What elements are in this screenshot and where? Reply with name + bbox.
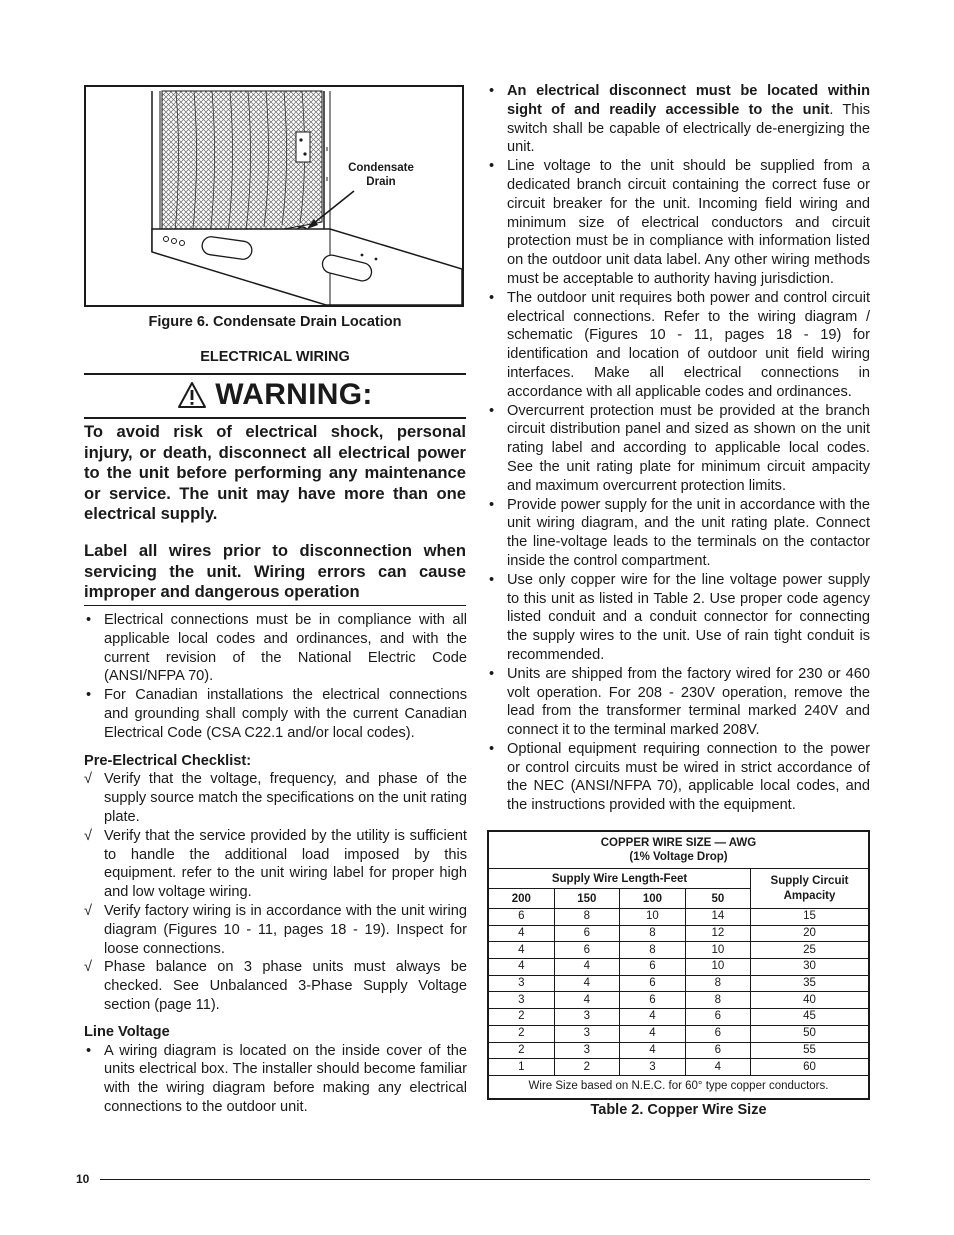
- table-title-line1: COPPER WIRE SIZE — AWG: [600, 837, 757, 849]
- warning-top-rule: [84, 373, 466, 375]
- table-cell: 6: [620, 959, 686, 976]
- table-cell: 2: [488, 1042, 554, 1059]
- check-mark-icon: √: [84, 827, 93, 844]
- warning-triangle-icon: [177, 381, 207, 409]
- table-cell: 3: [554, 1042, 620, 1059]
- length-header-150: 150: [554, 889, 620, 909]
- disconnect-requirement-bold: An electrical disconnect must be located within sight of and readily accessible to the unit: [507, 83, 870, 118]
- copper-wire-size-table: [487, 830, 870, 1100]
- table-cell: 10: [620, 909, 686, 926]
- table-row: [488, 1059, 869, 1076]
- table-title-row: [488, 831, 869, 869]
- line-voltage-list: [84, 1042, 467, 1117]
- ampacity-header-line2: Ampacity: [783, 889, 836, 902]
- table-cell: 10: [685, 942, 750, 959]
- table-row: [488, 1042, 869, 1059]
- table-row: [488, 1025, 869, 1042]
- checklist-item: [84, 827, 467, 902]
- table-cell: 4: [488, 925, 554, 942]
- disconnect-requirement-rest: . This switch shall be capable of electrically de-energizing the unit.: [507, 101, 871, 156]
- table-row: [488, 959, 869, 976]
- table-footnote-row: [488, 1075, 869, 1099]
- checklist-item-text: Verify factory wiring is in accordance with the unit wiring diagram (Figures 10 - 11, pages 18 - 19). Inspect for loose connections.: [104, 902, 467, 957]
- ampacity-header-line1: Supply Circuit: [770, 874, 849, 887]
- warning-title-text: WARNING:: [215, 378, 373, 411]
- table-cell: 8: [685, 975, 750, 992]
- condensate-label-line1: Condensate: [348, 162, 414, 174]
- table-cell: 12: [685, 925, 750, 942]
- checklist-heading: Pre-Electrical Checklist:: [84, 752, 252, 769]
- table-cell: 35: [751, 975, 869, 992]
- table-cell: 4: [488, 942, 554, 959]
- section-heading: ELECTRICAL WIRING: [200, 349, 350, 365]
- list-item: • The outdoor unit requires both power and control circuit electrical connections. Refer to the wiring diagram / schematic (Figures 10 - 11, pages 18 - 19) for identification and location of outdoor unit field wiring interfaces. Make all electrical connections in accordance with all applicable codes and ordinances.: [487, 289, 870, 402]
- line-voltage-heading: Line Voltage: [84, 1023, 170, 1040]
- outdoor-unit-illustration: [86, 87, 462, 305]
- supply-wire-length-header: Supply Wire Length-Feet: [488, 869, 751, 889]
- table-row: [488, 975, 869, 992]
- warning-paragraph-labels: Label all wires prior to disconnection when servicing the unit. Wiring errors can cause improper and dangerous operation: [84, 541, 466, 601]
- list-item: • Line voltage to the unit should be supplied from a dedicated branch circuit containing the correct fuse or circuit breaker for the unit. Incoming field wiring and minimum size of electrical conductors and circuit protection must be in compliance with information listed on the outdoor unit data label. Any other wiring methods must be acceptable to authority having jurisdiction.: [487, 157, 870, 289]
- table-group-header-row: [488, 869, 869, 889]
- table-cell: 6: [685, 1042, 750, 1059]
- table-cell: 6: [554, 925, 620, 942]
- length-header-200: 200: [488, 889, 554, 909]
- table-cell: 1: [488, 1059, 554, 1076]
- table-cell: 10: [685, 959, 750, 976]
- list-item: • Optional equipment requiring connection to the power or control circuits must be wired in strict accordance of the NEC (ANSI/NFPA 70), applicable local codes, and the instructions provided with the equipment.: [487, 740, 870, 815]
- list-item: • Provide power supply for the unit in accordance with the unit wiring diagram, and the unit rating plate. Connect the line-voltage leads to the terminals on the contactor inside the control compartment.: [487, 496, 870, 571]
- footer-rule: [100, 1179, 870, 1180]
- warning-bottom-rule: [84, 605, 466, 606]
- electrical-compliance-list: [84, 611, 467, 743]
- table-cell: 3: [620, 1059, 686, 1076]
- table-title-line2: (1% Voltage Drop): [629, 851, 728, 863]
- checklist-item: [84, 770, 467, 826]
- table-cell: 4: [620, 1042, 686, 1059]
- table-row: [488, 925, 869, 942]
- checklist-item-text: Verify that the service provided by the utility is sufficient to handle the additional load imposed by this equipment. refer to the unit wiring label for proper high and low voltage wiring.: [104, 827, 467, 901]
- warning-title: [84, 378, 466, 412]
- list-item: • Electrical connections must be in compliance with all applicable local codes and ordinances, and with the current revision of the National Electric Code (ANSI/NFPA 70).: [84, 611, 467, 686]
- list-item: [487, 82, 870, 157]
- table-title: [488, 831, 869, 869]
- length-header-50: 50: [685, 889, 750, 909]
- table-cell: 50: [751, 1025, 869, 1042]
- table-cell: 8: [620, 925, 686, 942]
- list-item: • For Canadian installations the electrical connections and grounding shall comply with the current Canadian Electrical Code (CSA C22.1 and/or local codes).: [84, 686, 467, 742]
- table-footnote: Wire Size based on N.E.C. for 60° type copper conductors.: [488, 1075, 869, 1099]
- table-cell: 2: [554, 1059, 620, 1076]
- table-cell: 45: [751, 1009, 869, 1026]
- table-cell: 6: [554, 942, 620, 959]
- check-mark-icon: √: [84, 959, 93, 976]
- condensate-drain-label: [336, 161, 426, 189]
- table-cell: 30: [751, 959, 869, 976]
- table-cell: 20: [751, 925, 869, 942]
- table-cell: 4: [685, 1059, 750, 1076]
- figure-caption: Figure 6. Condensate Drain Location: [148, 314, 402, 330]
- table-row: [488, 1009, 869, 1026]
- table-cell: 3: [554, 1009, 620, 1026]
- warning-mid-rule: [84, 417, 466, 419]
- right-column-body: [487, 82, 870, 815]
- page-number: 10: [76, 1172, 90, 1186]
- check-mark-icon: √: [84, 771, 93, 788]
- table-cell: 4: [554, 992, 620, 1009]
- table-cell: 3: [488, 992, 554, 1009]
- checklist-item: [84, 958, 467, 1014]
- table-cell: 14: [685, 909, 750, 926]
- table-row: [488, 992, 869, 1009]
- table-cell: 55: [751, 1042, 869, 1059]
- table-cell: 3: [554, 1025, 620, 1042]
- table-row: [488, 942, 869, 959]
- table-row: [488, 909, 869, 926]
- table-cell: 3: [488, 975, 554, 992]
- supply-circuit-ampacity-header: [751, 869, 869, 909]
- checklist-item-text: Phase balance on 3 phase units must always be checked. See Unbalanced 3-Phase Supply Voltage section (page 11).: [104, 959, 467, 1013]
- list-item: • Overcurrent protection must be provided at the branch circuit distribution panel and sized as shown on the unit rating label and according to applicable local codes. See the unit rating plate for minimum circuit ampacity and maximum overcurrent protection limits.: [487, 402, 870, 496]
- table-cell: 8: [554, 909, 620, 926]
- checklist-item: [84, 902, 467, 958]
- pre-electrical-checklist: [84, 770, 467, 1014]
- table-cell: 4: [488, 959, 554, 976]
- warning-paragraph-power: To avoid risk of electrical shock, personal injury, or death, disconnect all electrical power to the unit before performing any maintenance or service. The unit may have more than one electrical supply.: [84, 422, 466, 523]
- table-cell: 4: [554, 959, 620, 976]
- left-column-body: [84, 611, 467, 1117]
- check-mark-icon: √: [84, 902, 93, 919]
- table-cell: 6: [685, 1025, 750, 1042]
- table-cell: 4: [620, 1025, 686, 1042]
- copper-wire-table-container: [487, 830, 870, 1100]
- table-cell: 6: [620, 992, 686, 1009]
- table-cell: 60: [751, 1059, 869, 1076]
- table-cell: 2: [488, 1009, 554, 1026]
- length-header-100: 100: [620, 889, 686, 909]
- table-cell: 6: [620, 975, 686, 992]
- table-cell: 6: [685, 1009, 750, 1026]
- checklist-item-text: Verify that the voltage, frequency, and phase of the supply source match the specifications on the unit rating plate.: [104, 771, 467, 825]
- list-item: • Use only copper wire for the line voltage power supply to this unit as listed in Table 2. Use proper code agency listed conduit and a conduit connector for connecting the supply wires to the unit. Use of rain tight conduit is recommended.: [487, 571, 870, 665]
- table-cell: 15: [751, 909, 869, 926]
- list-item: • A wiring diagram is located on the inside cover of the units electrical box. The installer should become familiar with the wiring diagram before making any electrical connections to the outdoor unit.: [84, 1042, 467, 1117]
- list-item: • Units are shipped from the factory wired for 230 or 460 volt operation. For 208 - 230V operation, remove the lead from the transformer terminal marked 240V and connect it to the terminal marked 208V.: [487, 665, 870, 740]
- table-cell: 4: [620, 1009, 686, 1026]
- wiring-requirements-list: [487, 82, 870, 815]
- condensate-label-line2: Drain: [366, 176, 396, 188]
- condensate-drain-figure: [84, 85, 464, 307]
- table-cell: 8: [685, 992, 750, 1009]
- table-cell: 40: [751, 992, 869, 1009]
- table-cell: 6: [488, 909, 554, 926]
- table-cell: 8: [620, 942, 686, 959]
- table-caption: Table 2. Copper Wire Size: [590, 1102, 767, 1118]
- table-cell: 2: [488, 1025, 554, 1042]
- table-cell: 4: [554, 975, 620, 992]
- table-cell: 25: [751, 942, 869, 959]
